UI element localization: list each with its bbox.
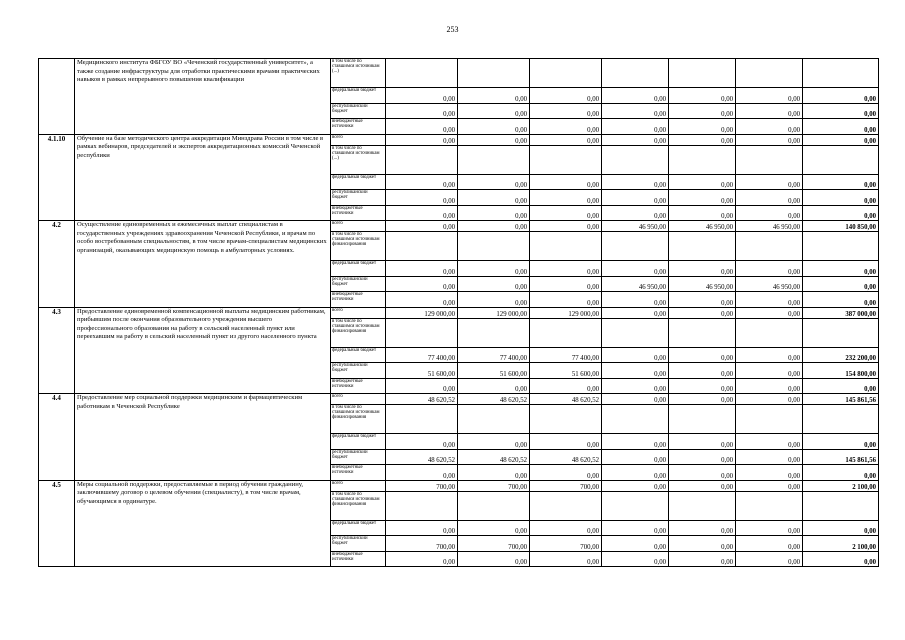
funding-source-label: всего	[331, 394, 386, 405]
year-value-cell: 0,00	[386, 434, 458, 450]
year-value-cell: 129 000,00	[530, 307, 602, 318]
year-value-cell	[669, 232, 736, 261]
year-value-cell	[530, 491, 602, 520]
year-value-cell: 0,00	[458, 292, 530, 308]
year-value-cell: 0,00	[530, 174, 602, 190]
year-value-cell: 0,00	[386, 520, 458, 536]
year-value-cell: 129 000,00	[458, 307, 530, 318]
total-value-cell: 0,00	[803, 103, 879, 119]
year-value-cell: 0,00	[736, 394, 803, 405]
year-value-cell: 0,00	[386, 174, 458, 190]
year-value-cell: 0,00	[669, 88, 736, 104]
year-value-cell: 700,00	[458, 536, 530, 552]
total-value-cell: 0,00	[803, 190, 879, 206]
year-value-cell: 0,00	[669, 174, 736, 190]
year-value-cell: 0,00	[602, 103, 669, 119]
funding-source-label: республиканский бюджет	[331, 276, 386, 292]
total-value-cell: 0,00	[803, 205, 879, 221]
year-value-cell: 0,00	[530, 292, 602, 308]
year-value-cell	[602, 405, 669, 434]
year-value-cell: 0,00	[386, 103, 458, 119]
year-value-cell: 0,00	[386, 551, 458, 567]
year-value-cell: 46 950,00	[602, 276, 669, 292]
funding-source-label: республиканский бюджет	[331, 363, 386, 379]
year-value-cell: 0,00	[386, 88, 458, 104]
year-value-cell: 0,00	[736, 520, 803, 536]
year-value-cell: 0,00	[602, 378, 669, 394]
year-value-cell: 0,00	[602, 174, 669, 190]
year-value-cell: 0,00	[669, 103, 736, 119]
funding-source-label: федеральный бюджет	[331, 261, 386, 277]
funding-source-label: внебюджетные источники	[331, 292, 386, 308]
funding-source-label: внебюджетные источники	[331, 378, 386, 394]
year-value-cell: 0,00	[386, 261, 458, 277]
year-value-cell	[602, 232, 669, 261]
funding-source-label: в том числе по ставшимся источникам финансирования	[331, 232, 386, 261]
year-value-cell: 0,00	[736, 307, 803, 318]
total-value-cell: 0,00	[803, 378, 879, 394]
total-value-cell: 140 850,00	[803, 221, 879, 232]
year-value-cell	[669, 145, 736, 174]
year-value-cell	[736, 318, 803, 347]
year-value-cell	[530, 232, 602, 261]
year-value-cell: 0,00	[669, 347, 736, 363]
year-value-cell: 0,00	[669, 465, 736, 481]
year-value-cell: 46 950,00	[736, 221, 803, 232]
section-number	[39, 59, 75, 135]
year-value-cell: 700,00	[458, 480, 530, 491]
year-value-cell: 48 620,52	[386, 394, 458, 405]
year-value-cell: 48 620,52	[386, 449, 458, 465]
year-value-cell	[669, 405, 736, 434]
year-value-cell	[669, 318, 736, 347]
year-value-cell	[530, 405, 602, 434]
year-value-cell	[602, 318, 669, 347]
year-value-cell: 77 400,00	[386, 347, 458, 363]
year-value-cell: 0,00	[602, 551, 669, 567]
total-value-cell: 0,00	[803, 434, 879, 450]
total-value-cell: 0,00	[803, 292, 879, 308]
year-value-cell: 77 400,00	[530, 347, 602, 363]
section-number: 4.5	[39, 480, 75, 567]
year-value-cell: 0,00	[530, 205, 602, 221]
year-value-cell: 0,00	[386, 378, 458, 394]
year-value-cell	[602, 145, 669, 174]
year-value-cell: 0,00	[736, 480, 803, 491]
year-value-cell: 0,00	[602, 119, 669, 135]
year-value-cell: 0,00	[736, 363, 803, 379]
table-row	[39, 221, 879, 232]
year-value-cell: 0,00	[669, 261, 736, 277]
total-value-cell: 0,00	[803, 88, 879, 104]
year-value-cell: 0,00	[669, 536, 736, 552]
funding-source-label: в том числе по ставшимся источникам (...)	[331, 145, 386, 174]
year-value-cell: 0,00	[669, 520, 736, 536]
year-value-cell	[530, 145, 602, 174]
year-value-cell: 0,00	[736, 536, 803, 552]
year-value-cell: 0,00	[530, 434, 602, 450]
funding-source-label: в том числе по ставшимся источникам финансирования	[331, 491, 386, 520]
year-value-cell: 0,00	[386, 205, 458, 221]
total-value-cell: 0,00	[803, 551, 879, 567]
year-value-cell: 0,00	[530, 190, 602, 206]
year-value-cell: 0,00	[458, 103, 530, 119]
year-value-cell	[602, 491, 669, 520]
funding-source-label: федеральный бюджет	[331, 520, 386, 536]
total-value-cell	[803, 232, 879, 261]
funding-source-label: республиканский бюджет	[331, 190, 386, 206]
year-value-cell: 0,00	[602, 307, 669, 318]
year-value-cell: 0,00	[669, 307, 736, 318]
total-value-cell: 2 100,00	[803, 536, 879, 552]
year-value-cell: 0,00	[736, 378, 803, 394]
year-value-cell: 0,00	[669, 134, 736, 145]
year-value-cell: 0,00	[530, 465, 602, 481]
section-number: 4.3	[39, 307, 75, 394]
year-value-cell: 0,00	[736, 88, 803, 104]
year-value-cell: 51 600,00	[458, 363, 530, 379]
year-value-cell: 0,00	[602, 434, 669, 450]
year-value-cell: 0,00	[530, 520, 602, 536]
year-value-cell: 0,00	[458, 378, 530, 394]
funding-source-label: всего	[331, 480, 386, 491]
funding-source-label: всего	[331, 221, 386, 232]
year-value-cell: 0,00	[669, 378, 736, 394]
year-value-cell: 0,00	[736, 134, 803, 145]
year-value-cell: 48 620,52	[530, 449, 602, 465]
funding-source-label: всего	[331, 307, 386, 318]
table-row	[39, 394, 879, 405]
year-value-cell: 0,00	[386, 221, 458, 232]
section-number: 4.1.10	[39, 134, 75, 221]
total-value-cell: 145 861,56	[803, 449, 879, 465]
total-value-cell	[803, 318, 879, 347]
year-value-cell: 0,00	[602, 449, 669, 465]
table-row	[39, 307, 879, 318]
year-value-cell: 0,00	[530, 221, 602, 232]
year-value-cell: 46 950,00	[736, 276, 803, 292]
funding-source-label: республиканский бюджет	[331, 449, 386, 465]
year-value-cell: 0,00	[602, 190, 669, 206]
year-value-cell: 0,00	[458, 520, 530, 536]
year-value-cell: 0,00	[602, 536, 669, 552]
year-value-cell	[386, 318, 458, 347]
year-value-cell: 0,00	[736, 103, 803, 119]
year-value-cell: 700,00	[386, 536, 458, 552]
section-description: Предоставление единовременной компенсационной выплаты медицинским работникам, прибывшим после окончания образовательного учреждения высшего профессионального образования на работу в сельский населенный пункт или переехавшим на работу в сельский населенный пункт из другого населенного пункта	[75, 307, 331, 394]
year-value-cell	[736, 491, 803, 520]
year-value-cell	[458, 405, 530, 434]
total-value-cell: 0,00	[803, 134, 879, 145]
year-value-cell	[386, 405, 458, 434]
year-value-cell: 48 620,52	[530, 394, 602, 405]
year-value-cell: 0,00	[530, 88, 602, 104]
total-value-cell	[803, 405, 879, 434]
year-value-cell: 0,00	[602, 134, 669, 145]
year-value-cell: 77 400,00	[458, 347, 530, 363]
year-value-cell: 0,00	[458, 88, 530, 104]
year-value-cell: 0,00	[736, 551, 803, 567]
year-value-cell: 0,00	[602, 394, 669, 405]
year-value-cell: 0,00	[736, 190, 803, 206]
year-value-cell: 0,00	[458, 134, 530, 145]
section-number: 4.2	[39, 221, 75, 308]
table-row	[39, 59, 879, 88]
funding-source-label: в том числе по ставшимся источникам финансирования	[331, 318, 386, 347]
year-value-cell: 0,00	[458, 465, 530, 481]
year-value-cell	[458, 59, 530, 88]
section-description: Меры социальной поддержки, предоставляемые в период обучения гражданину, заключившему договор о целевом обучении (специалисту), в том числе врачам, обучающимся в ординатуре.	[75, 480, 331, 567]
funding-source-label: федеральный бюджет	[331, 88, 386, 104]
year-value-cell: 0,00	[669, 190, 736, 206]
total-value-cell: 0,00	[803, 261, 879, 277]
funding-source-label: внебюджетные источники	[331, 119, 386, 135]
year-value-cell	[386, 59, 458, 88]
total-value-cell: 145 861,56	[803, 394, 879, 405]
year-value-cell: 51 600,00	[386, 363, 458, 379]
year-value-cell	[386, 145, 458, 174]
year-value-cell: 51 600,00	[530, 363, 602, 379]
year-value-cell: 0,00	[736, 174, 803, 190]
year-value-cell: 0,00	[669, 434, 736, 450]
year-value-cell: 0,00	[602, 205, 669, 221]
year-value-cell: 0,00	[530, 261, 602, 277]
funding-source-label: в том числе по ставшимся источникам финансирования	[331, 405, 386, 434]
total-value-cell: 0,00	[803, 520, 879, 536]
total-value-cell: 154 800,00	[803, 363, 879, 379]
year-value-cell: 0,00	[530, 134, 602, 145]
funding-source-label: всего	[331, 134, 386, 145]
total-value-cell	[803, 491, 879, 520]
year-value-cell: 0,00	[458, 434, 530, 450]
year-value-cell: 0,00	[386, 465, 458, 481]
total-value-cell	[803, 145, 879, 174]
page-number: 253	[446, 25, 459, 34]
year-value-cell: 0,00	[602, 261, 669, 277]
year-value-cell: 46 950,00	[669, 221, 736, 232]
year-value-cell: 0,00	[458, 174, 530, 190]
total-value-cell: 2 100,00	[803, 480, 879, 491]
year-value-cell	[736, 232, 803, 261]
year-value-cell: 700,00	[386, 480, 458, 491]
year-value-cell	[458, 145, 530, 174]
year-value-cell: 0,00	[386, 134, 458, 145]
total-value-cell: 0,00	[803, 174, 879, 190]
year-value-cell: 0,00	[669, 551, 736, 567]
year-value-cell	[669, 59, 736, 88]
year-value-cell: 0,00	[736, 347, 803, 363]
budget-table	[38, 58, 879, 567]
year-value-cell: 0,00	[602, 480, 669, 491]
year-value-cell: 700,00	[530, 536, 602, 552]
year-value-cell	[386, 491, 458, 520]
total-value-cell: 232 200,00	[803, 347, 879, 363]
section-description: Медицинского института ФБГОУ ВО «Чеченский государственный университет», а также создание инфраструктуры для отработки практическими врачами практических навыков в рамках непрерывного повышения квалификации	[75, 59, 331, 135]
funding-source-label: федеральный бюджет	[331, 174, 386, 190]
year-value-cell: 0,00	[458, 119, 530, 135]
year-value-cell	[458, 491, 530, 520]
year-value-cell	[530, 59, 602, 88]
year-value-cell: 0,00	[458, 205, 530, 221]
year-value-cell: 0,00	[602, 465, 669, 481]
year-value-cell	[669, 491, 736, 520]
year-value-cell: 0,00	[736, 449, 803, 465]
funding-source-label: республиканский бюджет	[331, 536, 386, 552]
year-value-cell: 0,00	[736, 119, 803, 135]
year-value-cell: 0,00	[458, 261, 530, 277]
year-value-cell: 0,00	[458, 551, 530, 567]
section-description: Осуществление единовременных и ежемесячных выплат специалистам в государственных учреждениях здравоохранения Чеченской Республики, и врачам по особо востребованным специальностям, в том числе врачам-специалистам медицинских организаций, оказывающих медицинскую помощь в амбулаторных условиях.	[75, 221, 331, 308]
year-value-cell: 0,00	[736, 434, 803, 450]
funding-source-label: внебюджетные источники	[331, 205, 386, 221]
year-value-cell: 0,00	[530, 119, 602, 135]
year-value-cell: 0,00	[458, 221, 530, 232]
year-value-cell: 46 950,00	[602, 221, 669, 232]
year-value-cell	[458, 318, 530, 347]
year-value-cell: 0,00	[669, 363, 736, 379]
year-value-cell: 0,00	[669, 480, 736, 491]
year-value-cell	[736, 59, 803, 88]
section-description: Обучение на базе методического центра аккредитации Минздрава России в том числе в рамках вебинаров, председателей и экспертов аккредитационных комиссий Чеченской республики	[75, 134, 331, 221]
funding-source-label: республиканский бюджет	[331, 103, 386, 119]
year-value-cell: 0,00	[736, 465, 803, 481]
year-value-cell: 0,00	[602, 363, 669, 379]
section-description: Предоставление мер социальной поддержки медицинским и фармацевтическим работникам в Чеченской Республике	[75, 394, 331, 481]
year-value-cell	[736, 405, 803, 434]
year-value-cell	[736, 145, 803, 174]
table-row	[39, 134, 879, 145]
total-value-cell: 387 000,00	[803, 307, 879, 318]
year-value-cell: 0,00	[386, 276, 458, 292]
funding-source-label: федеральный бюджет	[331, 434, 386, 450]
year-value-cell: 0,00	[669, 449, 736, 465]
year-value-cell: 0,00	[386, 119, 458, 135]
year-value-cell: 0,00	[602, 347, 669, 363]
year-value-cell: 0,00	[602, 88, 669, 104]
year-value-cell: 0,00	[602, 292, 669, 308]
year-value-cell: 0,00	[736, 261, 803, 277]
year-value-cell: 0,00	[530, 378, 602, 394]
year-value-cell	[386, 232, 458, 261]
year-value-cell: 0,00	[458, 276, 530, 292]
year-value-cell: 0,00	[602, 520, 669, 536]
table-row	[39, 480, 879, 491]
year-value-cell: 0,00	[530, 551, 602, 567]
year-value-cell: 700,00	[530, 480, 602, 491]
year-value-cell	[602, 59, 669, 88]
total-value-cell: 0,00	[803, 119, 879, 135]
year-value-cell: 0,00	[736, 292, 803, 308]
year-value-cell: 0,00	[386, 292, 458, 308]
funding-source-label: федеральный бюджет	[331, 347, 386, 363]
year-value-cell: 0,00	[530, 103, 602, 119]
year-value-cell: 0,00	[458, 190, 530, 206]
year-value-cell: 0,00	[669, 292, 736, 308]
year-value-cell	[458, 232, 530, 261]
funding-source-label: в том числе по ставшимся источникам (...)	[331, 59, 386, 88]
funding-source-label: внебюджетные источники	[331, 551, 386, 567]
year-value-cell: 48 620,52	[458, 394, 530, 405]
year-value-cell: 0,00	[669, 205, 736, 221]
total-value-cell: 0,00	[803, 276, 879, 292]
year-value-cell: 0,00	[669, 394, 736, 405]
year-value-cell: 0,00	[736, 205, 803, 221]
total-value-cell	[803, 59, 879, 88]
year-value-cell: 0,00	[386, 190, 458, 206]
funding-source-label: внебюджетные источники	[331, 465, 386, 481]
section-number: 4.4	[39, 394, 75, 481]
year-value-cell: 48 620,52	[458, 449, 530, 465]
year-value-cell: 0,00	[530, 276, 602, 292]
year-value-cell: 0,00	[669, 119, 736, 135]
year-value-cell	[530, 318, 602, 347]
total-value-cell: 0,00	[803, 465, 879, 481]
year-value-cell: 129 000,00	[386, 307, 458, 318]
year-value-cell: 46 950,00	[669, 276, 736, 292]
